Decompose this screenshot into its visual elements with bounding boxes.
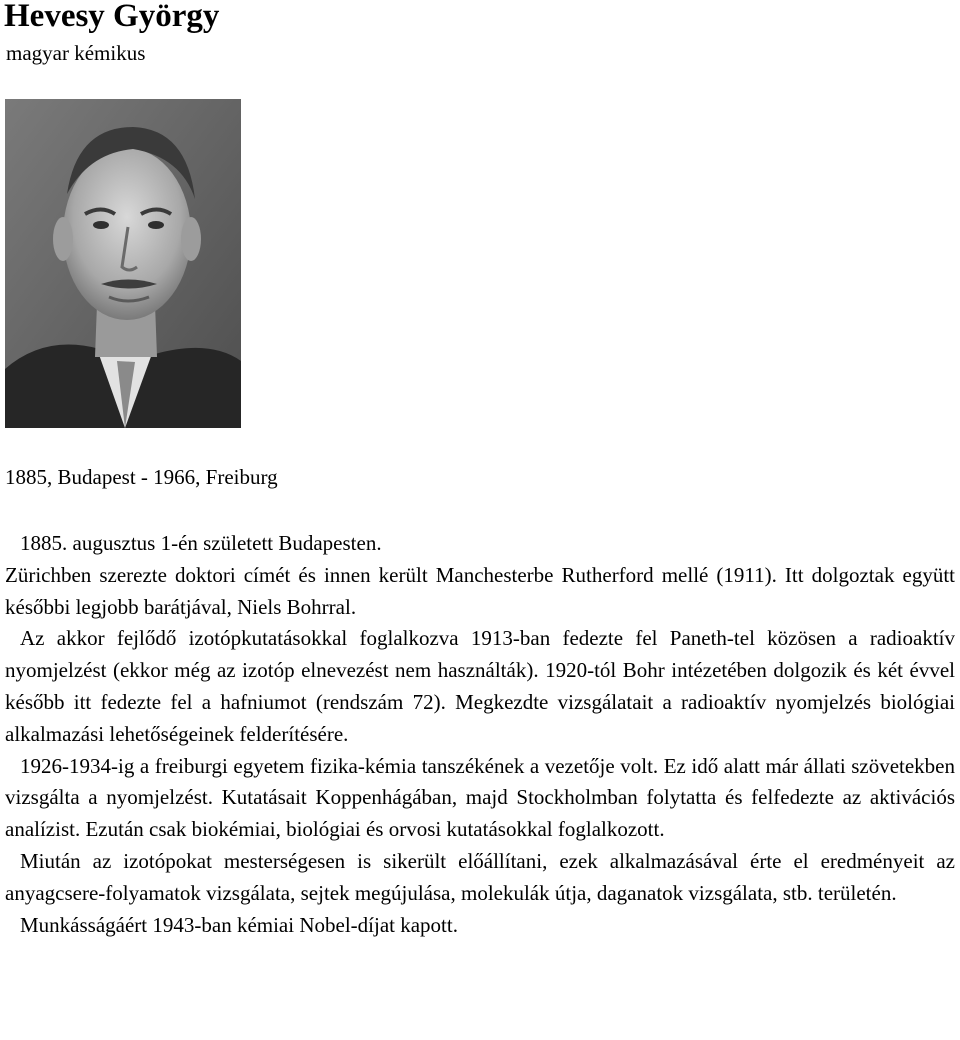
paragraph: Miután az izotópokat mesterségesen is sikerült előállítani, ezek alkalmazásával érte el eredményeit az anyagcsere-folyamatok vizsgálata, sejtek megújulása, molekulák útja, daganatok vizsgálata, stb. területén.	[5, 848, 955, 905]
life-dates: 1885, Budapest - 1966, Freiburg	[5, 465, 278, 489]
paragraph: 1926-1934-ig a freiburgi egyetem fizika-kémia tanszékének a vezetője volt. Ez idő alatt már állati szövetekben vizsgálta a nyomjelzést. Kutatásait Koppenhágában, majd Stockholmban folytatta és felfedezte az aktivációs analízist. Ezután csak biokémiai, biológiai és orvosi kutatásokkal foglalkozott.	[5, 753, 955, 842]
paragraph: Az akkor fejlődő izotópkutatásokkal foglalkozva 1913-ban fedezte fel Paneth-tel közösen a radioaktív nyomjelzést (ekkor még az izotóp elnevezést nem használták). 1920-tól Bohr intézetében dolgozik és két évvel később itt fedezte fel a hafniumot (rendszám 72). Megkezdte vizsgálatait a radioaktív nyomjelzés biológiai alkalmazási lehetőségeinek felderítésére.	[5, 626, 955, 746]
paragraph: Munkásságáért 1943-ban kémiai Nobel-díjat kapott.	[20, 912, 458, 937]
biography-text	[5, 528, 955, 941]
paragraph: 1885. augusztus 1-én született Budapesten.	[20, 531, 382, 555]
page-title: Hevesy György	[4, 0, 220, 34]
page-subtitle: magyar kémikus	[6, 41, 146, 65]
paragraph: Zürichben szerezte doktori címét és innen került Manchesterbe Rutherford mellé (1911). Itt dolgoztak együtt későbbi legjobb barátjával, Niels Bohrral.	[5, 562, 955, 619]
portrait-photo-icon	[5, 99, 241, 428]
